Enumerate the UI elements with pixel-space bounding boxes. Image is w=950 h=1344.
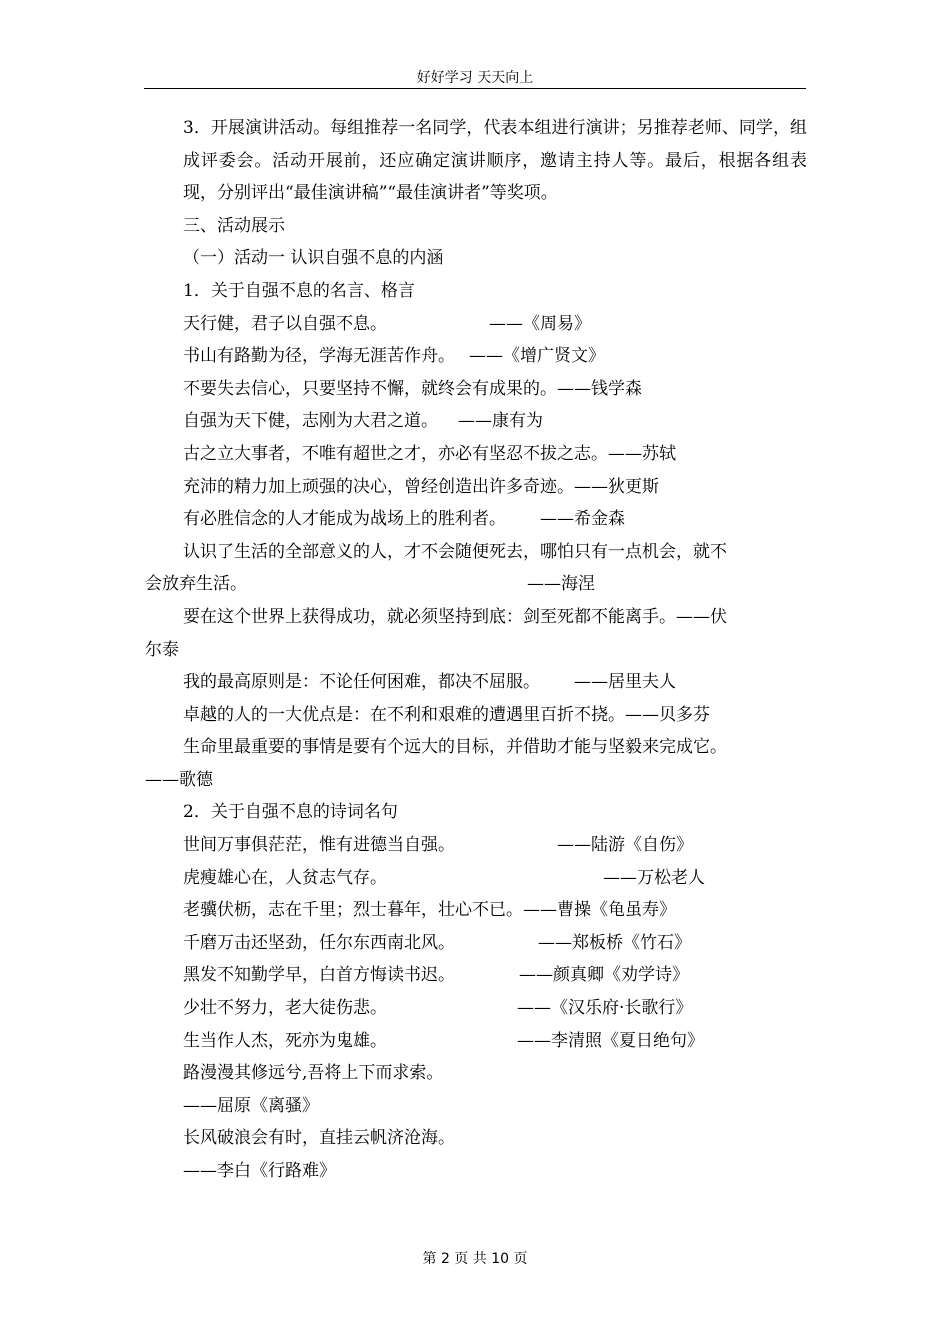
quote-line xyxy=(145,340,807,373)
quote-source: ——苏轼 xyxy=(608,443,676,464)
quote-source: ——贝多芬 xyxy=(625,704,710,725)
poem-line xyxy=(145,829,807,862)
poem-text: 生当作人杰，死亦为鬼雄。 xyxy=(183,1030,387,1051)
poem-line xyxy=(145,992,807,1025)
activity-title: （一）活动一 认识自强不息的内涵 xyxy=(183,248,444,269)
quote-line xyxy=(145,503,807,536)
quote-line xyxy=(145,471,807,504)
page-footer: 第 2 页 共 10 页 xyxy=(422,1251,528,1267)
poem-text: 长风破浪会有时，直挂云帆济沧海。 xyxy=(183,1128,455,1149)
poem-source: ——万松老人 xyxy=(603,867,705,888)
quote-text: 会放弃生活。 xyxy=(145,574,247,595)
quote-long-line-2: ——歌德 xyxy=(145,769,213,790)
poem-text: 少壮不努力，老大徒伤悲。 xyxy=(183,998,387,1019)
quote-line xyxy=(145,666,807,699)
subsection-2-title: 2．关于自强不息的诗词名句 xyxy=(183,802,398,823)
poem-source: ——郑板桥《竹石》 xyxy=(538,932,691,953)
poem-line xyxy=(145,862,807,895)
quote-long-line-1: 认识了生活的全部意义的人，才不会随便死去，哪怕只有一点机会，就不 xyxy=(183,541,727,562)
quote-text: 充沛的精力加上顽强的决心，曾经创造出许多奇迹。 xyxy=(183,476,574,497)
poem-source: ——李清照《夏日绝句》 xyxy=(517,1030,704,1051)
document-body xyxy=(145,112,807,1188)
quote-line xyxy=(145,699,807,732)
quote-line xyxy=(145,405,807,438)
poem-source: ——陆游《自伤》 xyxy=(557,835,693,856)
poem-text: 老骥伏枥，志在千里；烈士暮年，壮心不已。 xyxy=(183,900,523,921)
quote-long-line-2 xyxy=(145,568,807,601)
quote-text: 书山有路勤为径，学海无涯苦作舟。 xyxy=(183,346,455,367)
poem-source: ——李白《行路难》 xyxy=(183,1161,336,1181)
quote-source: ——《增广贤文》 xyxy=(469,346,605,367)
quote-source: ——钱学森 xyxy=(557,378,642,399)
paragraph-3: 3．开展演讲活动。每组推荐一名同学，代表本组进行演讲；另推荐老师、同学，组成评委会。活动开展前，还应确定演讲顺序，邀请主持人等。最后，根据各组表现，分别评出“最佳演讲稿”“最佳演讲者”等奖项。 xyxy=(183,118,807,204)
poem-source: ——《汉乐府·长歌行》 xyxy=(517,998,693,1019)
poem-line xyxy=(145,927,807,960)
poem-source: ——曹操《龟虽寿》 xyxy=(523,900,676,921)
poem-line xyxy=(145,1025,807,1058)
quote-source: ——希金森 xyxy=(540,509,625,530)
poem-text: 路漫漫其修远兮,吾将上下而求索。 xyxy=(183,1063,444,1084)
quote-source: ——康有为 xyxy=(458,411,543,432)
subsection-1-title: 1．关于自强不息的名言、格言 xyxy=(183,280,415,301)
quote-text: 我的最高原则是：不论任何困难，都决不屈服。 xyxy=(183,672,540,693)
section-title: 三、活动展示 xyxy=(183,215,285,236)
quote-line xyxy=(145,438,807,471)
poem-text: 世间万事俱茫茫，惟有进德当自强。 xyxy=(183,835,455,856)
quote-source: ——《周易》 xyxy=(489,313,591,334)
poem-line xyxy=(145,894,807,927)
quote-line xyxy=(145,373,807,406)
quote-source: ——海涅 xyxy=(527,574,595,595)
poem-line xyxy=(145,959,807,992)
quote-line xyxy=(145,308,807,341)
quote-long-line-1: 要在这个世界上获得成功，就必须坚持到底：剑至死都不能离手。——伏 xyxy=(183,606,727,627)
quote-text: 卓越的人的一大优点是：在不利和艰难的遭遇里百折不挠。 xyxy=(183,704,625,725)
quote-text: 自强为天下健，志刚为大君之道。 xyxy=(183,411,438,432)
quote-text: 不要失去信心，只要坚持不懈，就终会有成果的。 xyxy=(183,378,557,399)
quote-long-line-2: 尔泰 xyxy=(145,639,179,660)
quote-text: 有必胜信念的人才能成为战场上的胜利者。 xyxy=(183,509,506,530)
poem-source: ——屈原《离骚》 xyxy=(183,1095,319,1116)
poem-source: ——颜真卿《劝学诗》 xyxy=(519,965,689,986)
page-header: 好好学习 天天向上 xyxy=(416,70,534,86)
header-rule xyxy=(144,88,806,89)
quote-source: ——狄更斯 xyxy=(574,476,659,497)
quote-text: 天行健，君子以自强不息。 xyxy=(183,313,387,334)
poem-text: 黑发不知勤学早，白首方悔读书迟。 xyxy=(183,965,455,986)
quote-source: ——居里夫人 xyxy=(574,672,676,693)
poem-text: 虎瘦雄心在，人贫志气存。 xyxy=(183,867,387,888)
poem-text: 千磨万击还坚劲，任尔东西南北风。 xyxy=(183,932,455,953)
quote-text: 古之立大事者，不唯有超世之才，亦必有坚忍不拔之志。 xyxy=(183,443,608,464)
quote-long-line-1: 生命里最重要的事情是要有个远大的目标，并借助才能与坚毅来完成它。 xyxy=(183,737,727,758)
